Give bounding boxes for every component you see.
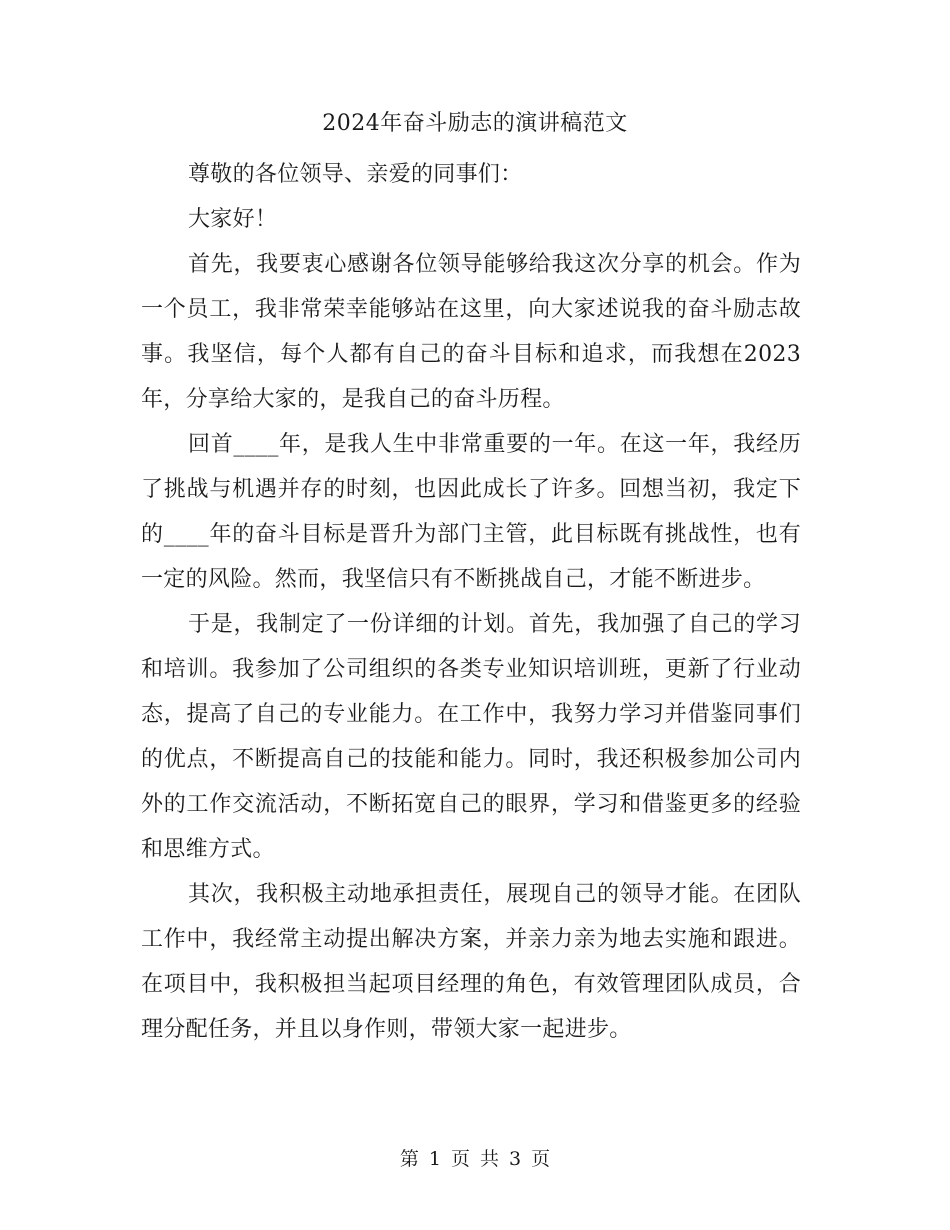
body-paragraph: 回首____年，是我人生中非常重要的一年。在这一年，我经历了挑战与机遇并存的时刻，也因此成长了许多。回想当初，我定下的____年的奋斗目标是晋升为部门主管，此目标既有挑战性，也有一定的风险。然而，我坚信只有不断挑战自己，才能不断进步。 (141, 432, 801, 592)
body-paragraph: 首先，我要衷心感谢各位领导能够给我这次分享的机会。作为一个员工，我非常荣幸能够站在这里，向大家述说我的奋斗励志故事。我坚信，每个人都有自己的奋斗目标和追求，而我想在2023年，分享给大家的，是我自己的奋斗历程。 (141, 252, 801, 412)
document-title: 2024年奋斗励志的演讲稿范文 (322, 111, 628, 136)
salutation-paragraph: 尊敬的各位领导、亲爱的同事们： (188, 162, 523, 187)
body-paragraph: 于是，我制定了一份详细的计划。首先，我加强了自己的学习和培训。我参加了公司组织的各类专业知识培训班，更新了行业动态，提高了自己的专业能力。在工作中，我努力学习并借鉴同事们的优点，不断提高自己的技能和能力。同时，我还积极参加公司内外的工作交流活动，不断拓宽自己的眼界，学习和借鉴更多的经验和思维方式。 (141, 612, 801, 862)
document-body (141, 152, 801, 1052)
greeting-paragraph: 大家好！ (188, 207, 278, 232)
page-number-footer: 第 1 页 共 3 页 (399, 1148, 551, 1170)
body-paragraph: 其次，我积极主动地承担责任，展现自己的领导才能。在团队工作中，我经常主动提出解决方案，并亲力亲为地去实施和跟进。在项目中，我积极担当起项目经理的角色，有效管理团队成员，合理分配任务，并且以身作则，带领大家一起进步。 (141, 882, 801, 1042)
